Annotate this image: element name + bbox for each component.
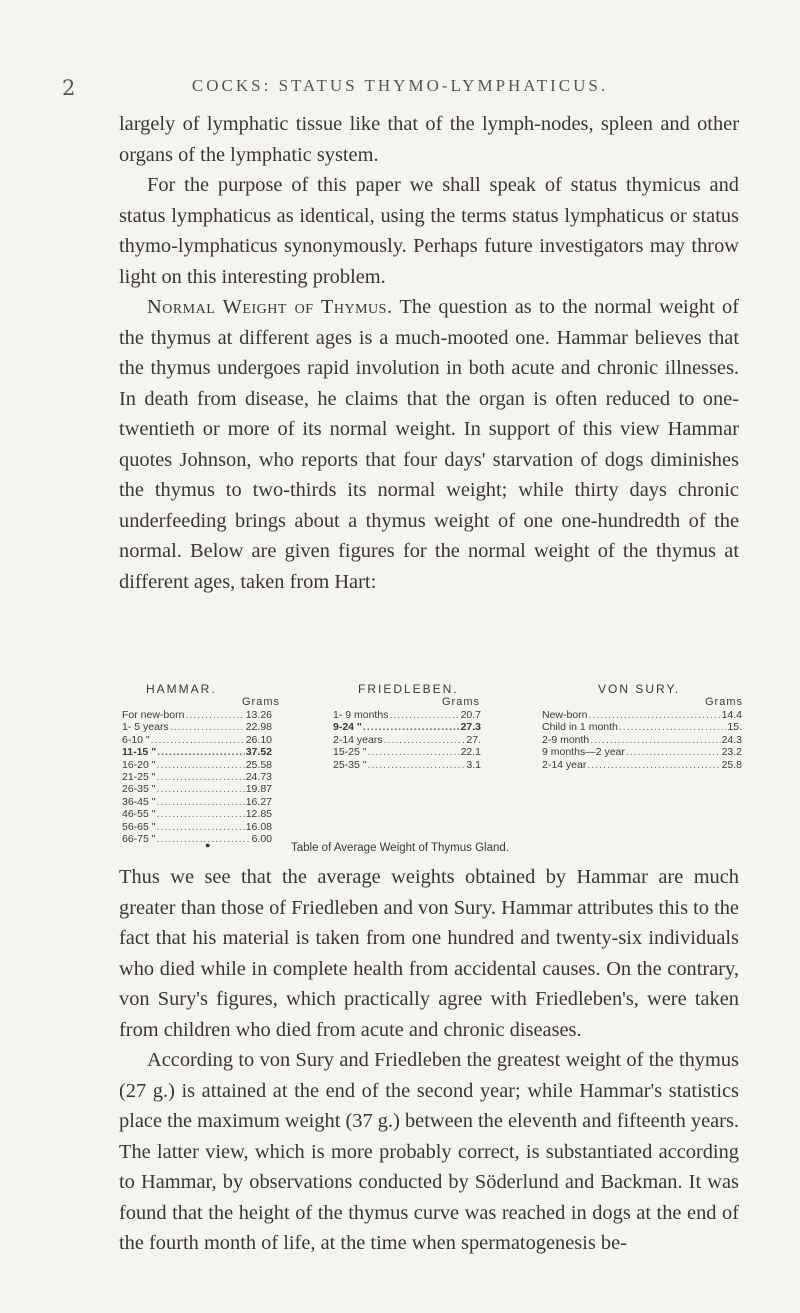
table-row: [122, 759, 272, 771]
column-source-name: VON SURY.: [598, 682, 681, 696]
section-heading: Normal Weight of Thymus.: [147, 296, 393, 318]
leader-dots: [157, 759, 245, 771]
page-number: 2: [62, 76, 76, 100]
table-row: [122, 783, 272, 795]
age-cell: 9-24 ": [333, 721, 362, 734]
paragraph: For the purpose of this paper we shall speak of status thymicus and status lymphaticus as identical, using the terms status lymphaticus or status thymo-lymphaticus synonymously. Perhaps future investigators may throw light on this interesting problem.: [119, 174, 739, 288]
table-row: [542, 709, 742, 721]
grams-cell: 27.: [466, 733, 481, 746]
age-cell: 1- 9 months: [333, 709, 389, 721]
age-cell: New-born: [542, 709, 588, 721]
leader-dots: [626, 746, 721, 758]
age-cell: For new-born: [122, 709, 185, 721]
grams-cell: 16.08: [245, 820, 272, 833]
grams-cell: 37.52: [245, 746, 272, 759]
bullet-mark: ●: [205, 840, 211, 850]
grams-cell: 22.98: [245, 721, 272, 734]
body-text-top: [119, 109, 739, 597]
table-rows: [122, 709, 332, 845]
table-row: [542, 721, 742, 733]
von-sury-column: [542, 682, 747, 771]
age-cell: Child in 1 month: [542, 721, 618, 734]
leader-dots: [619, 721, 727, 733]
age-cell: 1- 5 years: [122, 721, 169, 734]
leader-dots: [389, 709, 459, 721]
leader-dots: [157, 771, 245, 783]
paragraph: According to von Sury and Friedleben the greatest weight of the thymus (27 g.) is attained at the end of the second year; while Hammar's statistics place the maximum weight (37 g.) between the eleventh and fifteenth years. The latter view, which is more probably correct, is substantiated according to Hammar, by observations conducted by Söderlund and Backman. It was found that the height of the thymus curve was reached in dogs at the end of the fourth month of life, at the time when spermatogenesis be-: [119, 1049, 739, 1254]
leader-dots: [590, 734, 720, 746]
leader-dots: [589, 709, 721, 721]
grams-cell: 25.8: [721, 758, 742, 771]
table-row: [333, 759, 481, 771]
table-row: [333, 721, 481, 733]
paragraph-body: The question as to the normal weight of the thymus at different ages is a much-mooted one. Hammar believes that the thymus undergoes rapid involution in both acute and chronic illnesses. In death from disease, he claims that the organ is often reduced to one-twentieth or more of its normal weight. In support of this view Hammar quotes Johnson, who reports that four days' starvation of dogs diminishes the thymus to two-thirds its normal weight; while thirty days chronic underfeeding brings about a thymus weight of one one-hundredth of the normal. Below are given figures for the normal weight of the thymus at different ages, taken from Hart:: [119, 296, 740, 593]
average-weight-table: [122, 682, 743, 845]
column-unit: Grams: [705, 696, 743, 708]
age-cell: 56-65 ": [122, 820, 156, 833]
grams-cell: 24.73: [245, 770, 272, 783]
age-cell: 11-15 ": [122, 746, 157, 759]
body-text-bottom: [119, 862, 739, 1259]
paragraph: Thus we see that the average weights obtained by Hammar are much greater than those of Friedleben and von Sury. Hammar attributes this to the fact that his material is taken from one hundred and twenty-six individuals who died while in complete health from accidental causes. On the contrary, von Sury's figures, which practically agree with Friedleben's, were taken from children who died from acute and chronic diseases.: [119, 866, 739, 1041]
age-cell: 16-20 ": [122, 758, 156, 771]
age-cell: 46-55 ": [122, 808, 156, 821]
leader-dots: [157, 796, 245, 808]
leader-dots: [170, 721, 245, 733]
leader-dots: [587, 759, 720, 771]
paragraph: largely of lymphatic tissue like that of the lymph-nodes, spleen and other organs of the lymphatic system.: [119, 113, 739, 166]
grams-cell: 13.26: [245, 709, 272, 721]
table-caption-text: Table of Average Weight of Thymus Gland.: [291, 842, 509, 854]
table-row: [122, 746, 272, 758]
table-row: [542, 746, 742, 758]
table-rows: [542, 709, 747, 771]
age-cell: 9 months—2 year: [542, 746, 625, 759]
leader-dots: [157, 746, 245, 758]
leader-dots: [157, 821, 245, 833]
table-row: [122, 796, 272, 808]
column-unit: Grams: [442, 696, 480, 708]
grams-cell: 27.3: [460, 721, 481, 734]
table-rows: [333, 709, 538, 771]
grams-cell: 25.58: [245, 758, 272, 771]
table-row: [542, 759, 742, 771]
age-cell: 2-14 year: [542, 758, 587, 771]
table-row: [122, 709, 272, 721]
leader-dots: [157, 783, 245, 795]
column-source-name: HAMMAR.: [146, 682, 217, 696]
table-row: [122, 734, 272, 746]
age-cell: 15-25 ": [333, 746, 367, 759]
leader-dots: [368, 746, 460, 758]
grams-cell: 16.27: [245, 795, 272, 808]
table-row: [333, 709, 481, 721]
age-cell: 2-9 month: [542, 733, 590, 746]
table-row: [333, 734, 481, 746]
age-cell: 36-45 ": [122, 795, 156, 808]
table-row: [122, 721, 272, 733]
grams-cell: 14.4: [721, 709, 742, 721]
running-head: COCKS: STATUS THYMO-LYMPHATICUS.: [191, 76, 609, 95]
grams-cell: 22.1: [460, 746, 481, 759]
column-source-name: FRIEDLEBEN.: [358, 682, 459, 696]
age-cell: 6-10 ": [122, 733, 150, 746]
age-cell: 2-14 years: [333, 733, 383, 746]
table-row: [122, 808, 272, 820]
grams-cell: 6.00: [251, 832, 272, 845]
leader-dots: [151, 734, 245, 746]
table-row: [122, 821, 272, 833]
hammar-column: [122, 682, 332, 845]
grams-cell: 19.87: [245, 783, 272, 796]
table-row: [333, 746, 481, 758]
age-cell: 26-35 ": [122, 783, 156, 796]
leader-dots: [363, 721, 460, 733]
leader-dots: [185, 709, 244, 721]
friedleben-column: [333, 682, 538, 771]
table-caption: [0, 842, 800, 854]
grams-cell: 15.: [727, 721, 742, 734]
leader-dots: [157, 808, 245, 820]
grams-cell: 3.1: [466, 758, 481, 771]
grams-cell: 24.3: [721, 733, 742, 746]
age-cell: 21-25 ": [122, 770, 156, 783]
grams-cell: 23.2: [721, 746, 742, 759]
grams-cell: 26.10: [245, 733, 272, 746]
table-row: [122, 771, 272, 783]
leader-dots: [368, 759, 466, 771]
grams-cell: 12.85: [245, 808, 272, 821]
age-cell: 66-75 ": [122, 832, 156, 845]
column-unit: Grams: [242, 696, 280, 708]
table-row: [542, 734, 742, 746]
grams-cell: 20.7: [460, 709, 481, 721]
age-cell: 25-35 ": [333, 758, 367, 771]
paragraph: [119, 292, 739, 597]
leader-dots: [384, 734, 466, 746]
